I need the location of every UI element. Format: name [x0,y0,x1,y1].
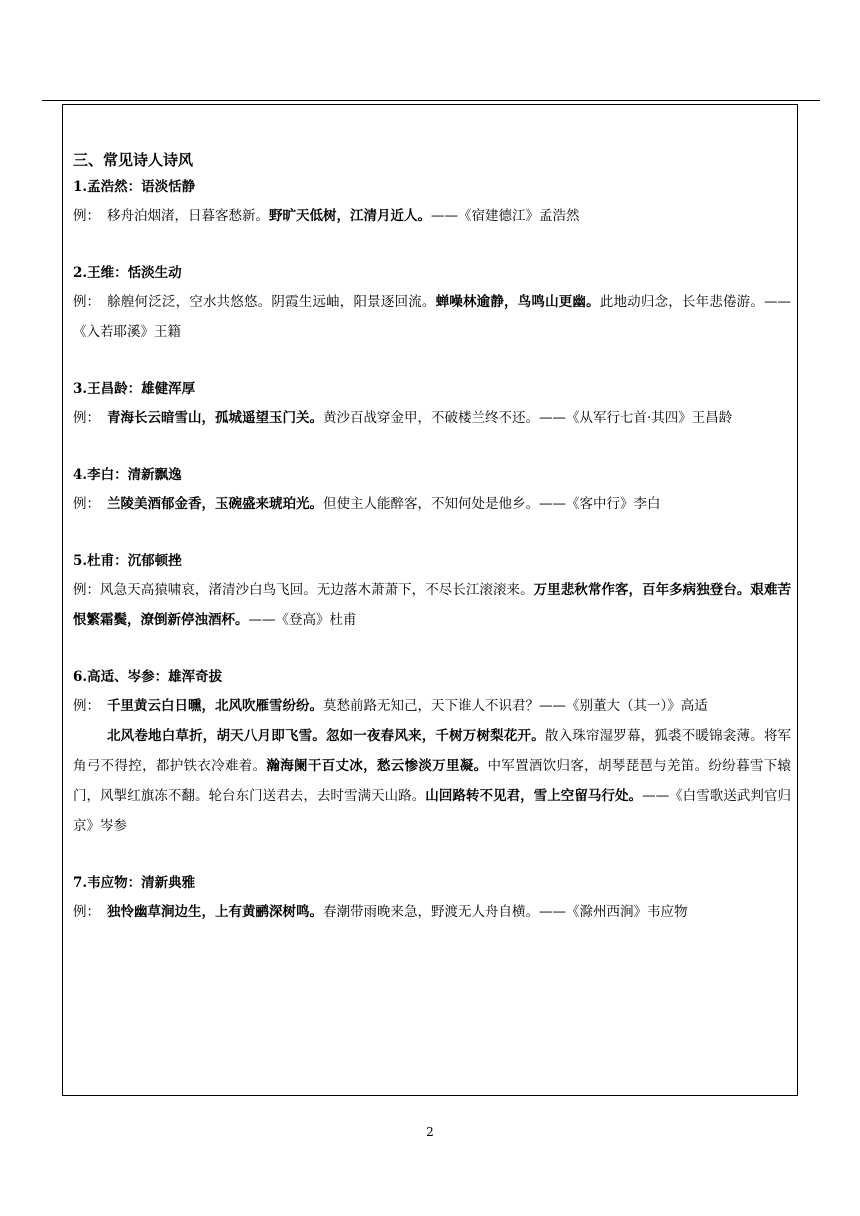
poet-title: 4.李白：清新飘逸 [73,467,182,483]
poem-example [73,287,791,347]
verse-text: 风急天高猿啸哀，渚清沙白鸟飞回。无边落木萧萧下，不尽长江滚滚来。 [100,582,534,598]
poet-entry [73,663,791,841]
poem-example [73,575,791,635]
verse-text: 莫愁前路无知己，天下谁人不识君？——《别董大（其一）》高适 [323,698,708,714]
poem-example [73,201,791,231]
poem-continuation [73,721,791,841]
poet-title: 1.孟浩然：语淡恬静 [73,179,196,195]
verse-text: 移舟泊烟渚，日暮客愁新。 [107,208,269,224]
poet-entry [73,869,791,927]
verse-text: 此地动归念，长年悲倦游。——《入若耶溪》王籍 [73,294,792,340]
verse-text: 黄沙百战穿金甲，不破楼兰终不还。——《从军行七首·其四》王昌龄 [323,410,733,426]
emphasized-verse: 青海长云暗雪山，孤城遥望玉门关。 [107,410,323,426]
page-number: 2 [426,1125,434,1139]
example-label: 例： [73,294,100,310]
poem-example [73,691,791,721]
example-label: 例： [73,410,100,426]
content-box [62,104,798,1096]
poet-title: 7.韦应物：清新典雅 [73,875,196,891]
poet-list [73,173,791,927]
poet-entry [73,461,791,519]
verse-text: ——《登高》杜甫 [248,612,357,628]
emphasized-verse: 瀚海阑干百丈冰，愁云惨淡万里凝。 [266,758,488,774]
content [73,147,791,955]
poet-entry [73,547,791,635]
verse-text: 春潮带雨晚来急，野渡无人舟自横。——《滁州西涧》韦应物 [323,904,688,920]
example-label: 例： [73,208,100,224]
poet-entry [73,259,791,347]
verse-text: 散入珠帘湿罗幕，狐裘不暖锦衾薄。将军角弓不得控，都护铁衣冷难着。 [73,728,792,774]
emphasized-verse: 千里黄云白日曛，北风吹雁雪纷纷。 [107,698,323,714]
header-rule [42,100,820,101]
emphasized-verse: 北风卷地白草折，胡天八月即飞雪。忽如一夜春风来，千树万树梨花开。 [107,728,545,744]
poet-title: 2.王维：恬淡生动 [73,265,182,281]
section-title: 三、常见诗人诗风 [73,151,194,169]
emphasized-verse: 山回路转不见君，雪上空留马行处。 [425,788,643,804]
emphasized-verse: 万里悲秋常作客，百年多病独登台。艰难苦恨繁霜鬓，潦倒新停浊酒杯。 [73,582,792,628]
poet-title: 6.高适、岑参：雄浑奇拔 [73,669,223,685]
poem-example [73,897,791,927]
emphasized-verse: 兰陵美酒郁金香，玉碗盛来琥珀光。 [107,496,323,512]
poet-entry [73,375,791,433]
poet-title: 5.杜甫：沉郁顿挫 [73,553,182,569]
verse-text: 艅艎何泛泛，空水共悠悠。阴霞生远岫，阳景逐回流。 [107,294,436,310]
emphasized-verse: 蝉噪林逾静，鸟鸣山更幽。 [435,294,600,310]
example-label: 例： [73,698,100,714]
example-label: 例： [73,904,100,920]
emphasized-verse: 独怜幽草涧边生，上有黄鹂深树鸣。 [107,904,323,920]
verse-text: ——《白雪歌送武判官归京》岑参 [73,788,792,834]
poem-example [73,489,791,519]
example-label: 例： [73,582,100,598]
poet-entry [73,173,791,231]
verse-text: 中军置酒饮归客，胡琴琵琶与羌笛。纷纷暮雪下辕门，风掣红旗冻不翻。轮台东门送君去，去时雪满天山路。 [73,758,792,804]
poet-title: 3.王昌龄：雄健浑厚 [73,381,196,397]
verse-text: ——《宿建德江》孟浩然 [431,208,580,224]
poem-example [73,403,791,433]
example-label: 例： [73,496,100,512]
emphasized-verse: 野旷天低树，江清月近人。 [269,208,431,224]
verse-text: 但使主人能醉客，不知何处是他乡。——《客中行》李白 [323,496,661,512]
